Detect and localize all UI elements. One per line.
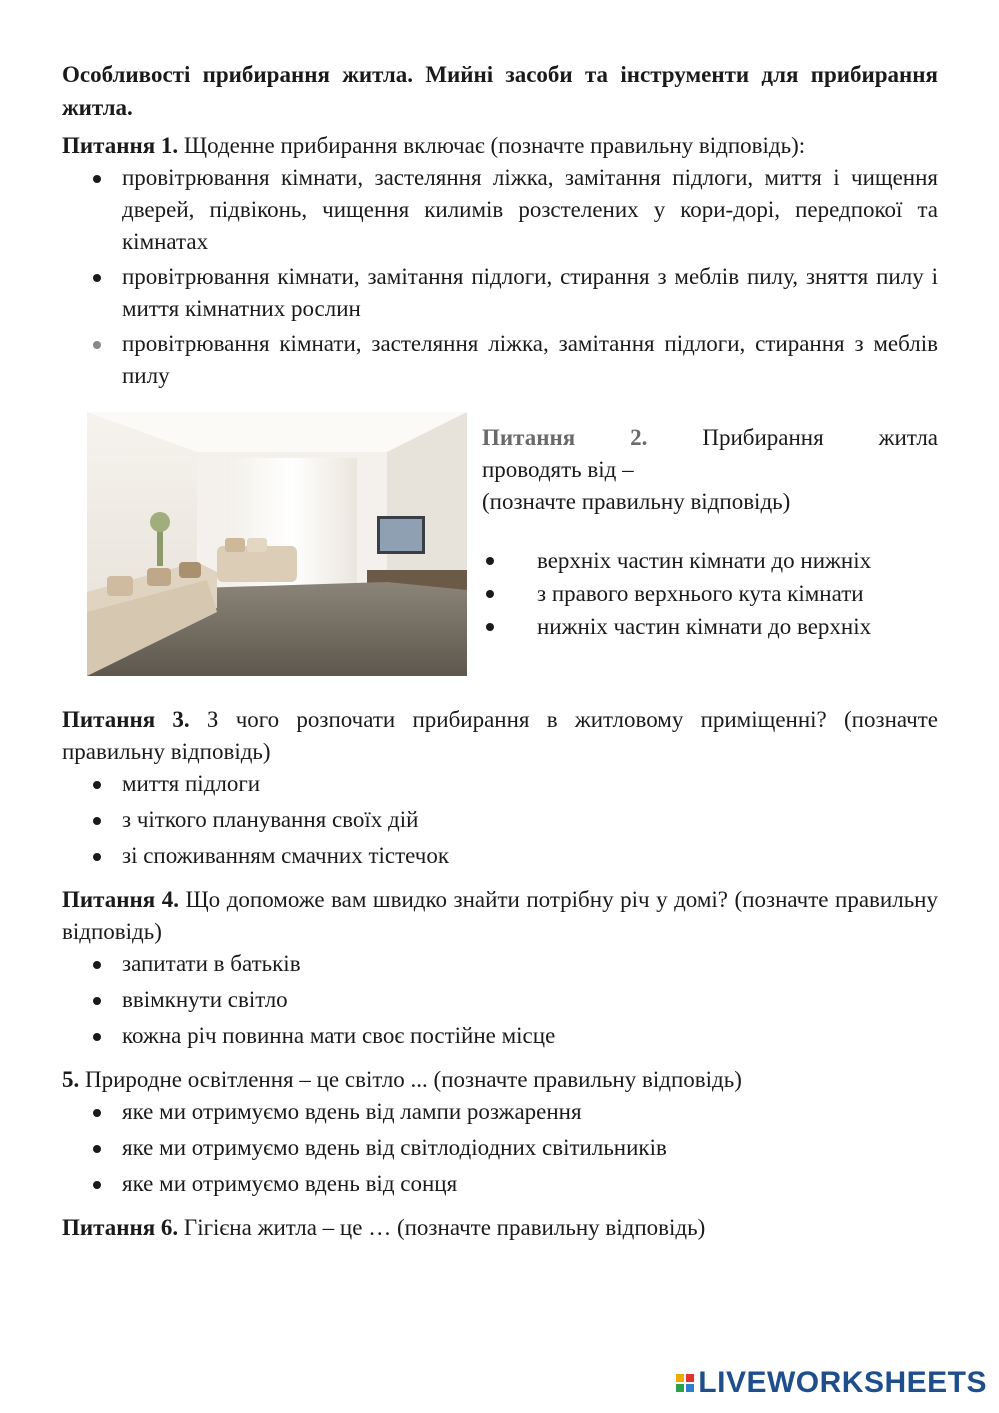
question-3-options xyxy=(62,768,938,872)
q1-option-2[interactable]: провітрювання кімнати, замітання підлоги, стирання з меблів пилу, зняття пилу і миття кімнатних рослин xyxy=(62,261,938,325)
q4-option-3[interactable]: кожна річ повинна мати своє постійне місце xyxy=(62,1020,938,1052)
q1-option-1[interactable]: провітрювання кімнати, застеляння ліжка, замітання підлоги, миття і чищення дверей, підвіконь, чищення килимів розстелених у кори-дорі, передпокої та кімнатах xyxy=(62,162,938,258)
question-3-label: Питання 3. xyxy=(62,707,190,732)
question-4-text: Що допоможе вам швидко знайти потрібну річ у домі? (позначте правильну відповідь) xyxy=(62,887,938,944)
question-2-options xyxy=(482,544,938,643)
question-1-label: Питання 1. xyxy=(62,133,179,158)
question-5-label: 5. xyxy=(62,1067,80,1092)
question-2-row xyxy=(62,412,938,682)
q5-option-3[interactable]: яке ми отримуємо вдень від сонця xyxy=(62,1168,938,1200)
question-6-label: Питання 6. xyxy=(62,1215,179,1240)
question-3-text: З чого розпочати прибирання в житловому приміщенні? (позначте правильну відповідь) xyxy=(62,707,938,764)
question-2-text-a: Прибирання житла xyxy=(647,425,939,450)
liveworksheets-logo-icon xyxy=(676,1374,694,1392)
question-3 xyxy=(62,704,938,768)
question-4 xyxy=(62,884,938,948)
q5-option-2[interactable]: яке ми отримуємо вдень від світлодіодних світильників xyxy=(62,1132,938,1164)
question-2-text-b: проводять від – xyxy=(482,457,634,482)
q3-option-3[interactable]: зі споживанням смачних тістечок xyxy=(62,840,938,872)
question-1-text: Щоденне прибирання включає (позначте правильну відповідь): xyxy=(178,133,806,158)
living-room-photo xyxy=(87,412,467,676)
question-6 xyxy=(62,1212,938,1244)
worksheet-page xyxy=(62,58,938,1244)
q1-option-3[interactable]: провітрювання кімнати, застеляння ліжка, замітання підлоги, стирання з меблів пилу xyxy=(62,328,938,392)
q3-option-2[interactable]: з чіткого планування своїх дій xyxy=(62,804,938,836)
q4-option-1[interactable]: запитати в батьків xyxy=(62,948,938,980)
worksheet-title: Особливості прибирання житла. Мийні засоби та інструменти для прибирання житла. xyxy=(62,62,938,120)
question-4-options xyxy=(62,948,938,1052)
q2-option-2[interactable]: з правого верхнього кута кімнати xyxy=(482,577,938,610)
liveworksheets-logo[interactable] xyxy=(676,1365,987,1401)
q3-option-1[interactable]: миття підлоги xyxy=(62,768,938,800)
question-5 xyxy=(62,1064,938,1096)
q5-option-1[interactable]: яке ми отримуємо вдень від лампи розжарення xyxy=(62,1096,938,1128)
question-2-label: Питання 2. xyxy=(482,425,648,450)
q4-option-2[interactable]: ввімкнути світло xyxy=(62,984,938,1016)
q2-option-3[interactable]: нижніх частин кімнати до верхніх xyxy=(482,610,938,643)
question-2 xyxy=(482,422,938,643)
question-2-text-c: (позначте правильну відповідь) xyxy=(482,489,791,514)
liveworksheets-logo-text: LIVEWORKSHEETS xyxy=(698,1366,987,1399)
question-5-options xyxy=(62,1096,938,1200)
q2-option-1[interactable]: верхніх частин кімнати до нижніх xyxy=(482,544,938,577)
question-4-label: Питання 4. xyxy=(62,887,179,912)
question-1-options xyxy=(62,162,938,392)
question-5-text: Природне освітлення – це світло ... (позначте правильну відповідь) xyxy=(79,1067,742,1092)
question-1 xyxy=(62,130,938,162)
question-6-text: Гігієна житла – це … (позначте правильну відповідь) xyxy=(178,1215,706,1240)
